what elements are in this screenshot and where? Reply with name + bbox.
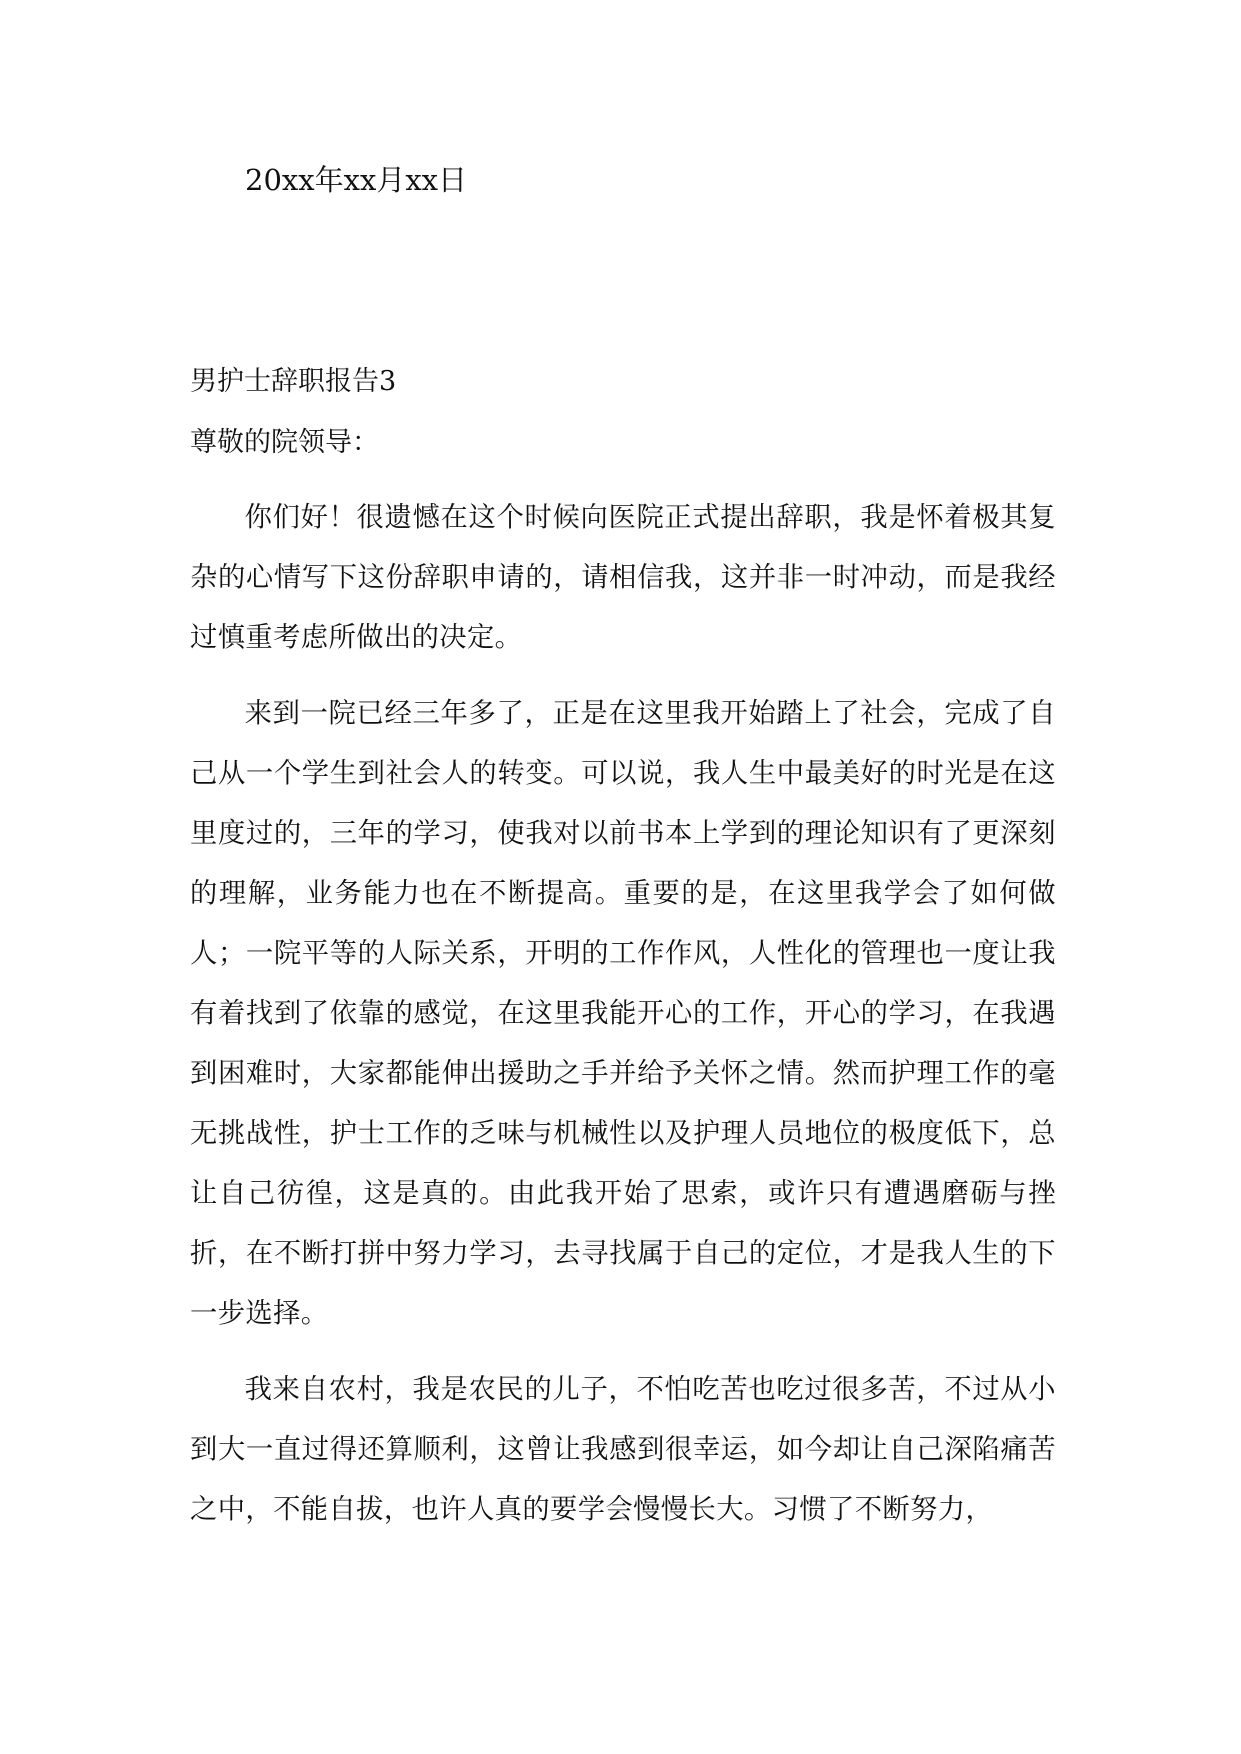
document-date: 20xx年xx月xx日 [245,163,468,197]
document-title: 男护士辞职报告3 [190,366,397,397]
paragraph-3: 我来自农村，我是农民的儿子，不怕吃苦也吃过很多苦，不过从小到大一直过得还算顺利，这曾让我感到很幸运，如今却让自己深陷痛苦之中，不能自拔，也许人真的要学会慢慢长大。习惯了不断努力， [190,1374,1056,1525]
paragraph-1: 你们好！很遗憾在这个时候向医院正式提出辞职，我是怀着极其复杂的心情写下这份辞职申请的，请相信我，这并非一时冲动，而是我经过慎重考虑所做出的决定。 [190,502,1056,653]
paragraph-2: 来到一院已经三年多了，正是在这里我开始踏上了社会，完成了自己从一个学生到社会人的转变。可以说，我人生中最美好的时光是在这里度过的，三年的学习，使我对以前书本上学到的理论知识有了更深刻的理解，业务能力也在不断提高。重要的是，在这里我学会了如何做人；一院平等的人际关系，开明的工作作风，人性化的管理也一度让我有着找到了依靠的感觉，在这里我能开心的工作，开心的学习，在我遇到困难时，大家都能伸出援助之手并给予关怀之情。然而护理工作的毫无挑战性，护士工作的乏味与机械性以及护理人员地位的极度低下，总让自己彷徨，这是真的。由此我开始了思索，或许只有遭遇磨砺与挫折，在不断打拼中努力学习，去寻找属于自己的定位，才是我人生的下一步选择。 [190,698,1056,1329]
salutation: 尊敬的院领导： [190,427,379,458]
letter-body [190,488,1056,1556]
